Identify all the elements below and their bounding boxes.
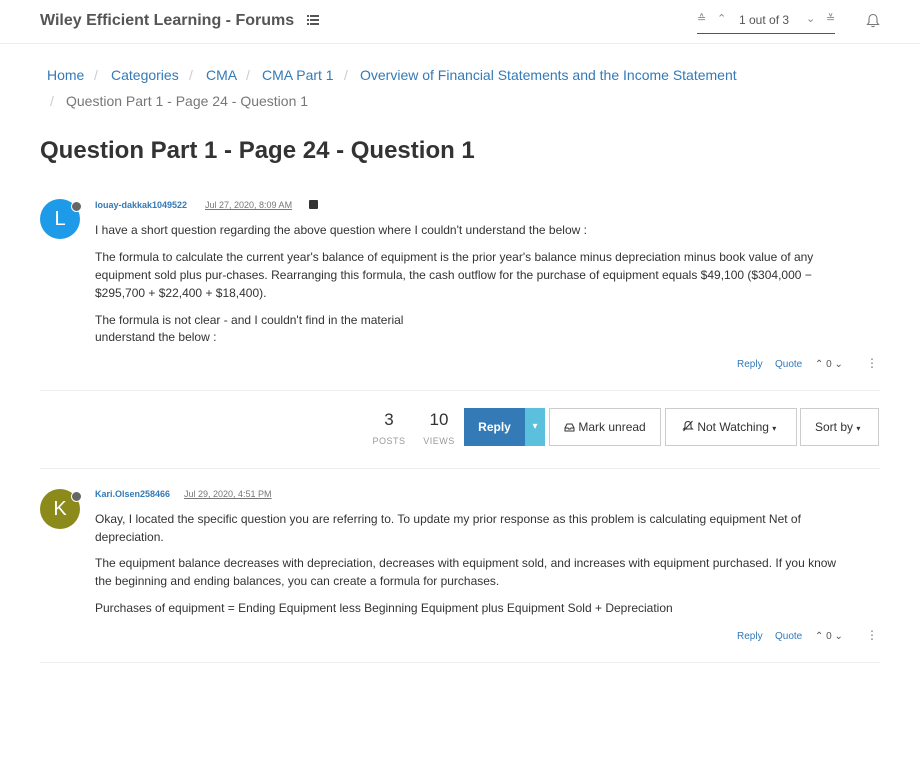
post-paragraph: The formula is not clear - and I couldn't find in the material	[95, 313, 404, 327]
views-count: 10	[429, 410, 449, 429]
post-timestamp[interactable]: Jul 29, 2020, 4:51 PM	[184, 489, 272, 499]
page-title: Question Part 1 - Page 24 - Question 1	[40, 137, 475, 164]
first-post-icon[interactable]: ≙	[697, 13, 707, 25]
reply-link[interactable]: Reply	[737, 359, 763, 370]
breadcrumb-current: Question Part 1 - Page 24 - Question 1	[66, 93, 309, 109]
post-pager[interactable]	[697, 10, 835, 34]
quote-link[interactable]: Quote	[775, 359, 803, 370]
post-tools-icon[interactable]: ⋮	[866, 628, 878, 642]
watching-label: Not Watching	[697, 420, 769, 434]
breadcrumb-separator: /	[344, 67, 348, 83]
divider	[40, 662, 880, 663]
post-paragraph: Purchases of equipment = Ending Equipment less Beginning Equipment plus Equipment Sold + Depreciation	[95, 601, 673, 615]
vote-count: 0	[826, 631, 832, 642]
breadcrumb-home[interactable]: Home	[47, 67, 85, 83]
edited-icon	[309, 200, 318, 209]
post-tools-icon[interactable]: ⋮	[866, 356, 878, 370]
breadcrumb-categories[interactable]: Categories	[111, 67, 179, 83]
caret-down-icon: ▾	[772, 424, 777, 433]
next-post-icon[interactable]: ⌄	[806, 13, 816, 25]
caret-down-icon: ▾	[856, 424, 861, 433]
post-timestamp[interactable]: Jul 27, 2020, 8:09 AM	[205, 200, 293, 210]
sort-button[interactable]	[800, 408, 879, 446]
post-paragraph: The equipment balance decreases with depreciation, decreases with equipment sold, and increases with equipment purchased. If you know the beginning and ending balances, you can create a formula for purchases.	[95, 556, 837, 588]
breadcrumb-separator: /	[50, 93, 54, 109]
post-paragraph: understand the below :	[95, 330, 217, 344]
breadcrumb-separator: /	[189, 67, 193, 83]
vote-controls[interactable]	[815, 359, 843, 370]
previous-post-icon[interactable]: ⌃	[717, 13, 727, 25]
downvote-icon[interactable]: ⌄	[834, 359, 843, 370]
last-post-icon[interactable]: ≚	[826, 13, 836, 25]
bell-icon[interactable]	[866, 13, 880, 28]
vote-count: 0	[826, 359, 832, 370]
breadcrumb-cma-part-1[interactable]: CMA Part 1	[262, 67, 334, 83]
reply-options-button[interactable]: ▾	[525, 408, 545, 446]
post-paragraph: The formula to calculate the current year's balance of equipment is the prior year's balance minus depreciation minus book value of any equipment sold plus pur-chases. Rearranging this formula, the cash outflow for the purchase of equipment equals $49,100 ($304,000 − $295,700 + $22,400 + $18,400).	[95, 250, 814, 300]
post-author[interactable]: Kari.Olsen258466	[95, 489, 171, 499]
sort-label: Sort by	[815, 420, 854, 434]
downvote-icon[interactable]: ⌄	[834, 631, 843, 642]
breadcrumb-cma[interactable]: CMA	[206, 67, 238, 83]
forum-title[interactable]: Wiley Efficient Learning - Forums	[40, 12, 295, 29]
post-paragraph: Okay, I located the specific question you are referring to. To update my prior response as this problem is calculating equipment Net of depreciation.	[95, 512, 801, 544]
bell-slash-icon	[682, 420, 694, 432]
avatar[interactable]: L	[40, 199, 80, 239]
inbox-icon	[564, 423, 575, 432]
reply-button[interactable]: Reply	[464, 408, 525, 446]
mark-unread-label: Mark unread	[578, 420, 646, 434]
posts-label: POSTS	[372, 436, 406, 446]
upvote-icon[interactable]: ⌃	[815, 359, 824, 370]
list-icon[interactable]	[307, 14, 319, 26]
vote-controls[interactable]	[815, 631, 843, 642]
divider	[40, 468, 880, 469]
breadcrumb-separator: /	[246, 67, 250, 83]
upvote-icon[interactable]: ⌃	[815, 631, 824, 642]
divider	[40, 390, 880, 391]
mark-unread-button[interactable]	[549, 408, 661, 446]
watching-button[interactable]	[665, 408, 797, 446]
post-author[interactable]: louay-dakkak1049522	[95, 200, 188, 210]
avatar[interactable]: K	[40, 489, 80, 529]
breadcrumb-category[interactable]: Overview of Financial Statements and the Income Statement	[360, 67, 737, 83]
breadcrumb-separator: /	[94, 67, 98, 83]
pager-count: 1 out of 3	[739, 13, 790, 27]
status-indicator	[71, 201, 82, 212]
posts-count: 3	[384, 410, 394, 429]
reply-link[interactable]: Reply	[737, 631, 763, 642]
top-bar	[0, 0, 920, 44]
post-paragraph: I have a short question regarding the above question where I couldn't understand the below :	[95, 223, 587, 237]
quote-link[interactable]: Quote	[775, 631, 803, 642]
status-indicator	[71, 491, 82, 502]
views-label: VIEWS	[423, 436, 455, 446]
